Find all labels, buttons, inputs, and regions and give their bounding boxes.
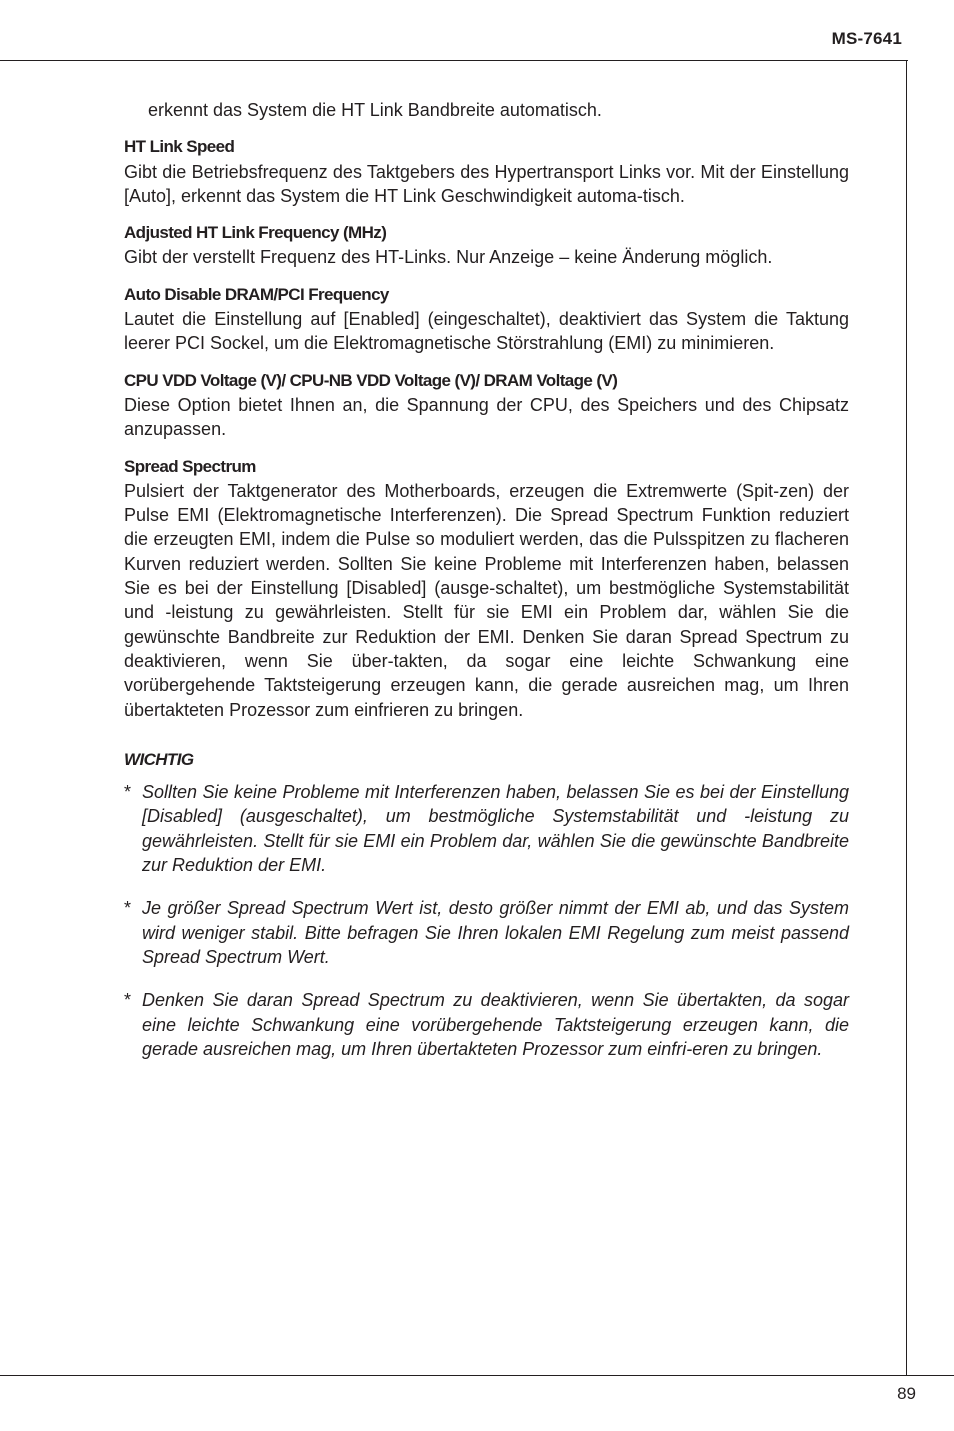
model-number: MS-7641 <box>831 29 902 48</box>
section-title: Adjusted HT Link Frequency (MHz) <box>124 223 387 243</box>
section-ht-link-speed <box>124 135 849 208</box>
bullet-asterisk: * <box>124 898 132 919</box>
note-item <box>124 896 849 969</box>
section-spread-spectrum <box>124 455 849 722</box>
page-content <box>124 98 849 1080</box>
footer-rule <box>0 1375 954 1376</box>
header-rule <box>0 60 908 61</box>
section-title: Auto Disable DRAM/PCI Frequency <box>124 284 389 304</box>
note-item-text: Je größer Spread Spectrum Wert ist, desto größer nimmt der EMI ab, und das System wird weniger stabil. Bitte befragen Sie Ihren lokalen EMI Regelung zum meist passend Spread Spectrum Wert. <box>142 898 849 967</box>
margin-rule <box>906 60 907 1376</box>
note-title: WICHTIG <box>124 749 194 769</box>
section-text: Gibt der verstellt Frequenz des HT-Links. Nur Anzeige – keine Änderung möglich. <box>124 247 773 268</box>
section-title: Spread Spectrum <box>124 456 256 476</box>
important-note <box>124 748 849 1061</box>
section-text: Diese Option bietet Ihnen an, die Spannung der CPU, des Speichers und des Chipsatz anzupassen. <box>124 394 849 440</box>
note-item-text: Denken Sie daran Spread Spectrum zu deaktivieren, wenn Sie übertakten, da sogar eine leichte Schwankung eine vorübergehende Taktsteigerung erzeugen kann, die gerade ausreichen mag, um Ihren übertakteten Prozessor zum einfri-eren zu bringen. <box>142 990 849 1059</box>
intro-paragraph: erkennt das System die HT Link Bandbreite automatisch. <box>148 100 602 120</box>
section-text: Pulsiert der Taktgenerator des Motherboards, erzeugen die Extremwerte (Spit-zen) der Pulse EMI (Elektromagnetische Interferenzen). Die Spread Spectrum Funktion reduziert die erzeugten EMI, indem die Pulse so moduliert werden, das die Pulsspitzen zu flacheren Kurven reduziert werden. Sollten Sie keine Probleme mit Interferenzen haben, belassen Sie es bei der Einstellung [Disabled] (ausge-schaltet), um bestmögliche Systemstabilität und -leistung zu gewährleisten. Stellt für sie EMI ein Problem dar, wählen Sie die gewünschte Bandbreite zur Reduktion der EMI. Denken Sie daran Spread Spectrum zu deaktivieren, wenn Sie über-takten, da sogar eine leichte Schwankung eine vorübergehende Taktsteigerung erzeugen kann, die gerade ausreichen mag, um Ihren übertakteten Prozessor zum einfrieren zu bringen. <box>124 480 849 720</box>
section-auto-disable-dram-pci <box>124 283 849 356</box>
section-title: CPU VDD Voltage (V)/ CPU-NB VDD Voltage (V)/ DRAM Voltage (V) <box>124 370 618 390</box>
note-list <box>124 780 849 1061</box>
note-item-text: Sollten Sie keine Probleme mit Interferenzen haben, belassen Sie es bei der Einstellung [Disabled] (ausgeschaltet), um bestmögliche Systemstabilität und -leistung zu gewährleisten. Stellt für sie EMI ein Problem dar, wählen Sie die gewünschte Bandbreite zur Reduktion der EMI. <box>142 782 849 876</box>
section-voltage <box>124 369 849 442</box>
page-number: 89 <box>897 1384 916 1403</box>
note-item <box>124 988 849 1061</box>
section-text: Gibt die Betriebsfrequenz des Taktgebers des Hypertransport Links vor. Mit der Einstellung [Auto], erkennt das System die HT Link Geschwindigkeit automa-tisch. <box>124 161 849 206</box>
bullet-asterisk: * <box>124 990 132 1011</box>
section-adjusted-ht-link-frequency <box>124 221 849 270</box>
bullet-asterisk: * <box>124 782 132 803</box>
section-text: Lautet die Einstellung auf [Enabled] (eingeschaltet), deaktiviert das System die Taktung leerer PCI Sockel, um die Elektromagnetische Störstrahlung (EMI) zu minimieren. <box>124 309 849 354</box>
note-item <box>124 780 849 877</box>
section-title: HT Link Speed <box>124 137 235 157</box>
